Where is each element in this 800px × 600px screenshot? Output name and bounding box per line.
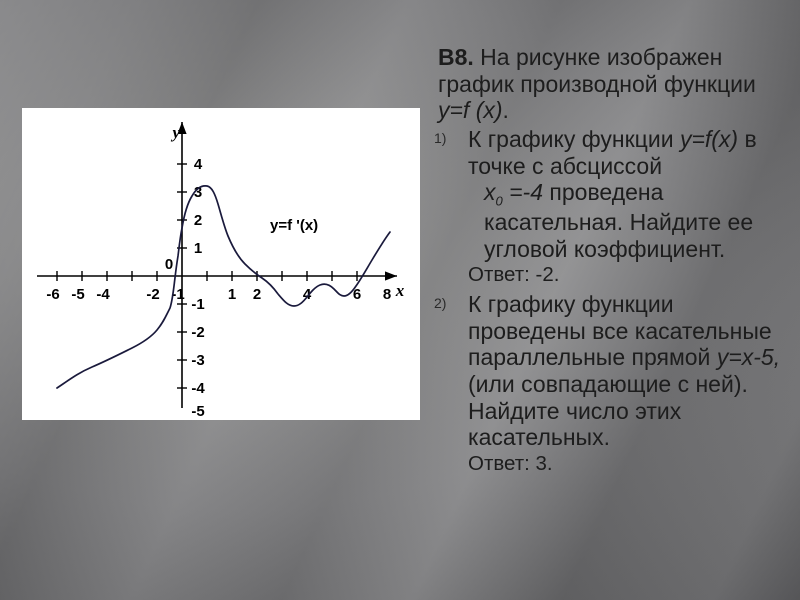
list-item-1 <box>430 126 782 262</box>
answer-1: Ответ: -2. <box>468 263 560 287</box>
task-intro-text: На рисунке изображен график производной функции <box>438 44 756 97</box>
item1-line2: в точке с абсциссой <box>468 126 757 179</box>
x-tick-label: 8 <box>382 286 392 303</box>
item1-function: y=f(x) <box>679 126 739 153</box>
x-tick-label: -6 <box>46 286 60 303</box>
item1-x-var: x <box>484 179 496 206</box>
y-tick-label: -4 <box>191 380 205 397</box>
y-tick-label: 1 <box>193 240 203 257</box>
x-tick-label: 4 <box>302 286 312 303</box>
y-tick-label: 2 <box>193 212 203 229</box>
x-tick-label: 6 <box>352 286 362 303</box>
x-tick-label: -2 <box>146 286 160 303</box>
list-marker-2: 2) <box>434 294 447 311</box>
item2-line1: К графику функции проведены все касательные параллельные прямой <box>468 290 772 371</box>
list-marker-1: 1) <box>434 130 447 147</box>
x-tick-label: -4 <box>96 286 110 303</box>
item1-line1: К графику функции <box>468 126 680 153</box>
x-axis-label: x <box>395 281 405 300</box>
origin-label: 0 <box>164 256 174 273</box>
y-tick-label: 3 <box>193 184 203 201</box>
item2-line2: (или совпадающие с ней). Найдите число этих касательных. <box>468 370 748 451</box>
x-tick-label: 2 <box>252 286 262 303</box>
y-tick-label: -3 <box>191 352 205 369</box>
problem-text-column <box>430 44 782 480</box>
item1-x-subscript: 0 <box>495 193 503 209</box>
x-tick-label: 1 <box>227 286 237 303</box>
item2-function: y=x-5, <box>716 344 781 371</box>
y-tick-label: -1 <box>191 296 205 313</box>
item1-x-value: =-4 <box>502 179 544 206</box>
list-item-2 <box>430 291 782 451</box>
task-intro <box>430 44 782 124</box>
x-tick-label: -5 <box>71 286 85 303</box>
answer-2: Ответ: 3. <box>468 452 553 475</box>
task-intro-period: . <box>502 97 509 124</box>
derivative-graph-svg <box>22 108 420 420</box>
item1-line3-tail: проведена касательная. Найдите ее угловой коэффициент. <box>484 179 754 262</box>
y-tick-label: 4 <box>193 156 203 173</box>
plot-background <box>22 108 420 420</box>
task-intro-function: y=f (x) <box>438 97 503 124</box>
y-axis-label: y <box>172 123 180 142</box>
y-tick-label: -2 <box>191 324 205 341</box>
y-tick-label-minus5: -5 <box>191 403 205 420</box>
derivative-graph-panel <box>22 108 420 420</box>
task-label: В8. <box>438 44 474 70</box>
x-tick-label: -1 <box>171 286 185 303</box>
item1-abscissa-line <box>468 179 782 262</box>
curve-label: y=f '(x) <box>270 217 319 234</box>
